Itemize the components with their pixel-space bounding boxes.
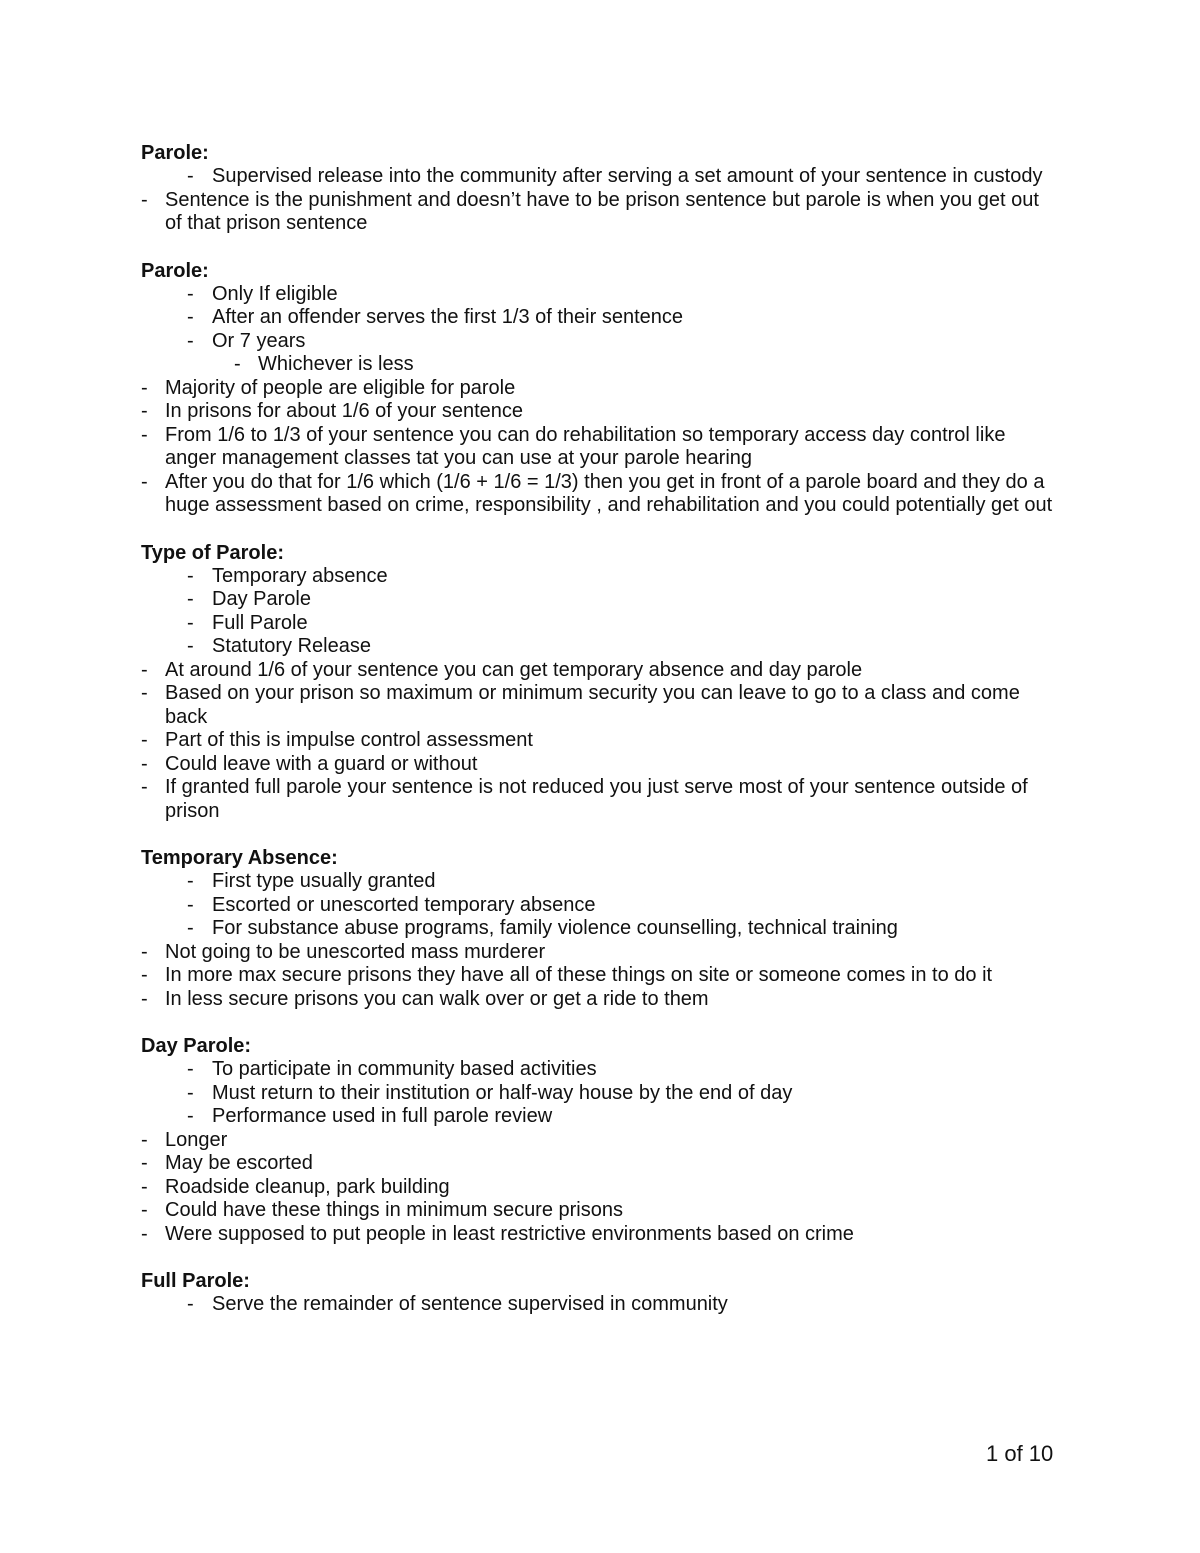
list-item-text: Performance used in full parole review bbox=[212, 1105, 553, 1127]
list-item bbox=[141, 189, 1061, 236]
section bbox=[141, 541, 1061, 824]
bullet-dash-icon: - bbox=[141, 376, 148, 399]
bullet-dash-icon: - bbox=[187, 917, 194, 939]
bullet-dash-icon: - bbox=[187, 282, 194, 305]
list-item bbox=[141, 1058, 1061, 1082]
list-item-text: Whichever is less bbox=[258, 353, 414, 375]
list-item-text: Roadside cleanup, park building bbox=[165, 1175, 450, 1198]
list-item-text: To participate in community based activities bbox=[212, 1058, 597, 1080]
list-item bbox=[141, 588, 1061, 612]
list-item-text: Part of this is impulse control assessment bbox=[165, 729, 533, 751]
list-item bbox=[141, 1176, 1061, 1200]
section bbox=[141, 846, 1061, 1011]
list-item bbox=[141, 870, 1061, 894]
list-item bbox=[141, 471, 1061, 518]
bullet-dash-icon: - bbox=[187, 165, 194, 187]
bullet-dash-icon: - bbox=[141, 964, 148, 986]
page-number: 1 of 10 bbox=[986, 1441, 1054, 1466]
section-heading: Temporary Absence: bbox=[141, 847, 338, 869]
section-heading: Day Parole: bbox=[141, 1035, 252, 1057]
list-item-text: Statutory Release bbox=[212, 635, 371, 657]
list-item bbox=[141, 894, 1061, 918]
list-item bbox=[141, 1293, 1061, 1317]
list-item-text: Could leave with a guard or without bbox=[165, 752, 478, 775]
list-item bbox=[141, 659, 1061, 683]
list-item bbox=[141, 612, 1061, 636]
bullet-dash-icon: - bbox=[141, 987, 148, 1010]
bullet-dash-icon: - bbox=[187, 588, 194, 610]
list-item bbox=[141, 988, 1061, 1012]
bullet-dash-icon: - bbox=[141, 940, 148, 963]
list-item-text: For substance abuse programs, family violence counselling, technical training bbox=[212, 917, 898, 939]
section-heading: Parole: bbox=[141, 259, 209, 282]
bullet-dash-icon: - bbox=[141, 188, 148, 211]
list-item-text: Must return to their institution or half-way house by the end of day bbox=[212, 1081, 793, 1104]
list-item bbox=[141, 964, 1061, 988]
bullet-dash-icon: - bbox=[141, 1128, 148, 1151]
list-item bbox=[141, 306, 1061, 330]
list-item bbox=[141, 353, 1061, 377]
list-item bbox=[141, 1223, 1061, 1247]
list-item-text: Only If eligible bbox=[212, 282, 338, 305]
bullet-dash-icon: - bbox=[141, 776, 148, 798]
list-item-text: Serve the remainder of sentence supervised in community bbox=[212, 1293, 728, 1315]
section-heading: Type of Parole: bbox=[141, 541, 284, 564]
bullet-dash-icon: - bbox=[141, 400, 148, 422]
bullet-dash-icon: - bbox=[187, 1081, 194, 1104]
bullet-dash-icon: - bbox=[187, 1105, 194, 1127]
list-item bbox=[141, 1152, 1061, 1176]
section bbox=[141, 259, 1061, 518]
list-item bbox=[141, 917, 1061, 941]
section-heading: Parole: bbox=[141, 142, 209, 164]
list-item bbox=[141, 753, 1061, 777]
bullet-dash-icon: - bbox=[234, 353, 241, 375]
bullet-dash-icon: - bbox=[187, 306, 194, 328]
list-item-text: After an offender serves the first 1/3 of their sentence bbox=[212, 306, 684, 328]
list-item-text: In more max secure prisons they have all of these things on site or someone comes in to do it bbox=[165, 964, 993, 986]
bullet-dash-icon: - bbox=[187, 870, 194, 892]
list-item bbox=[141, 565, 1061, 589]
list-item-text: May be escorted bbox=[165, 1152, 313, 1174]
list-item bbox=[141, 682, 1061, 729]
list-item bbox=[141, 1199, 1061, 1223]
bullet-dash-icon: - bbox=[141, 423, 148, 446]
bullet-dash-icon: - bbox=[141, 752, 148, 775]
list-item-text: Or 7 years bbox=[212, 329, 306, 352]
list-item bbox=[141, 400, 1061, 424]
list-item bbox=[141, 283, 1061, 307]
document-body bbox=[141, 141, 1061, 1340]
bullet-dash-icon: - bbox=[141, 1199, 148, 1221]
list-item-text: Supervised release into the community after serving a set amount of your sentence in custody bbox=[212, 165, 1043, 187]
list-item bbox=[141, 377, 1061, 401]
list-item-text: Could have these things in minimum secure prisons bbox=[165, 1199, 623, 1221]
bullet-dash-icon: - bbox=[187, 893, 194, 916]
bullet-dash-icon: - bbox=[141, 729, 148, 751]
list-item-text: If granted full parole your sentence is not reduced you just serve most of your sentence outside of prison bbox=[165, 776, 1028, 822]
bullet-dash-icon: - bbox=[187, 1293, 194, 1315]
bullet-dash-icon: - bbox=[141, 658, 148, 681]
list-item-text: Were supposed to put people in least restrictive environments based on crime bbox=[165, 1222, 854, 1245]
section bbox=[141, 141, 1061, 236]
list-item-text: Escorted or unescorted temporary absence bbox=[212, 893, 596, 916]
list-item-text: Majority of people are eligible for parole bbox=[165, 376, 516, 399]
list-item-text: From 1/6 to 1/3 of your sentence you can do rehabilitation so temporary access day control like anger management classes tat you can use at your parole hearing bbox=[165, 423, 1006, 469]
bullet-dash-icon: - bbox=[141, 1175, 148, 1198]
bullet-dash-icon: - bbox=[141, 470, 148, 493]
list-item bbox=[141, 729, 1061, 753]
list-item bbox=[141, 1082, 1061, 1106]
list-item bbox=[141, 330, 1061, 354]
list-item-text: Longer bbox=[165, 1128, 228, 1151]
bullet-dash-icon: - bbox=[187, 635, 194, 657]
list-item bbox=[141, 941, 1061, 965]
bullet-dash-icon: - bbox=[187, 1058, 194, 1080]
bullet-dash-icon: - bbox=[187, 329, 194, 352]
section bbox=[141, 1269, 1061, 1317]
list-item bbox=[141, 424, 1061, 471]
list-item-text: After you do that for 1/6 which (1/6 + 1/6 = 1/3) then you get in front of a parole board and they do a huge assessment based on crime, responsibility , and rehabilitation and you could potentially get out bbox=[165, 470, 1053, 516]
list-item-text: Not going to be unescorted mass murderer bbox=[165, 940, 546, 963]
bullet-dash-icon: - bbox=[187, 611, 194, 634]
bullet-dash-icon: - bbox=[187, 564, 194, 587]
section bbox=[141, 1034, 1061, 1246]
list-item-text: Sentence is the punishment and doesn’t have to be prison sentence but parole is when you get out of that prison sentence bbox=[165, 188, 1039, 234]
list-item bbox=[141, 165, 1061, 189]
list-item-text: In prisons for about 1/6 of your sentence bbox=[165, 400, 523, 422]
list-item-text: Full Parole bbox=[212, 611, 308, 634]
list-item-text: First type usually granted bbox=[212, 870, 436, 892]
bullet-dash-icon: - bbox=[141, 1152, 148, 1174]
list-item-text: Based on your prison so maximum or minimum security you can leave to go to a class and come back bbox=[165, 682, 1020, 728]
list-item-text: At around 1/6 of your sentence you can get temporary absence and day parole bbox=[165, 658, 863, 681]
list-item-text: Temporary absence bbox=[212, 564, 388, 587]
list-item-text: In less secure prisons you can walk over or get a ride to them bbox=[165, 987, 709, 1010]
list-item bbox=[141, 635, 1061, 659]
section-heading: Full Parole: bbox=[141, 1270, 250, 1292]
bullet-dash-icon: - bbox=[141, 1222, 148, 1245]
list-item bbox=[141, 776, 1061, 823]
list-item bbox=[141, 1105, 1061, 1129]
bullet-dash-icon: - bbox=[141, 682, 148, 704]
list-item-text: Day Parole bbox=[212, 588, 311, 610]
list-item bbox=[141, 1129, 1061, 1153]
